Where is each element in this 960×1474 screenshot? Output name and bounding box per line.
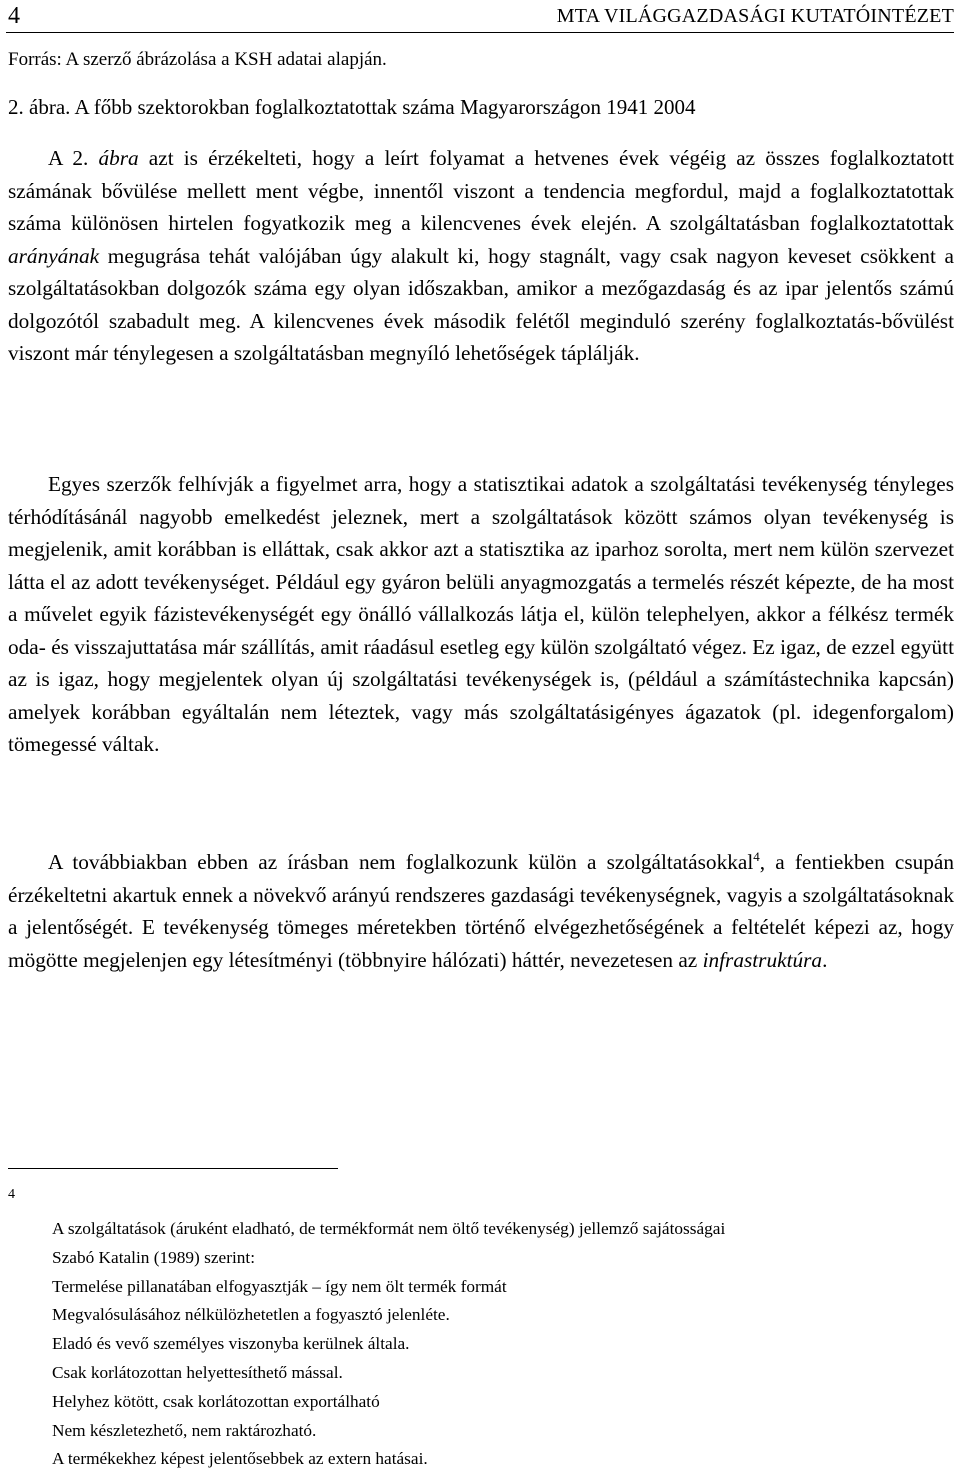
footnote-line: Nem készletezhető, nem raktározható. (52, 1420, 317, 1440)
body-paragraph-3 (8, 846, 954, 976)
footnote-text (52, 1215, 956, 1474)
footnote-line: Termelése pillanatában elfogyasztják – így nem ölt termék formát (52, 1276, 507, 1296)
footnote-line: Csak korlátozottan helyettesíthető mással. (52, 1362, 343, 1382)
footnote-separator (8, 1168, 338, 1169)
p1-emphasis-abra: ábra (98, 146, 139, 170)
footnote-line: Szabó Katalin (1989) szerint: (52, 1247, 255, 1267)
body-paragraph-1 (8, 142, 954, 370)
figure-source-line: Forrás: A szerző ábrázolása a KSH adatai alapján. (8, 49, 387, 70)
footnote-line: A termékekhez képest jelentősebbek az extern hatásai. (52, 1449, 428, 1469)
p1-lead: A 2. (48, 146, 99, 170)
footnote-marker: 4 (8, 1187, 15, 1202)
footnote-line: A szolgáltatások (áruként eladható, de termékformát nem öltő tevékenység) jellemző sajátosságai (52, 1219, 726, 1238)
p1-middle: azt is érzékelteti, hogy a leírt folyamat a hetvenes évek végéig az összes foglalkoztatott számának bővülése mellett ment végbe, innentől viszont a tendencia megfordul, majd a foglalkoztatottak száma különösen hirtelen fogyatkozik meg a kilencvenes évek elején. A szolgáltatásban foglalkoztatottak (8, 146, 954, 235)
body-paragraph-2: Egyes szerzők felhívják a figyelmet arra, hogy a statisztikai adatok a szolgáltatási tevékenység tényleges térhódításánál nagyobb emelkedést jeleznek, mert a szolgáltatások között számos olyan tevékenység is megjelenik, amit korábban is elláttak, csak akkor azt a statisztika az iparhoz sorolta, mert nem külön szervezet látta el az adott tevékenységet. Például egy gyáron belüli anyagmozgatás a termelés részét képezte, de ha most a művelet egyik fázistevékenységét egy önálló vállalkozás látja el, külön telephelyen, akkor a félkész termék oda- és visszajuttatása már szállítás, amit ráadásul esetleg egy külön szolgáltató végez. Ez igaz, de ezzel együtt az is igaz, hogy megjelentek olyan új szolgáltatási tevékenységek is, (például a számítástechnika kapcsán) amelyek korábban egyáltalán nem léteztek, vagy más szolgáltatásigényes ágazatok (pl. idegenforgalom) tömegessé váltak. (8, 472, 954, 756)
running-header-title: MTA VILÁGGAZDASÁGI KUTATÓINTÉZET (556, 5, 954, 27)
footnote-line: Megvalósulásához nélkülözhetetlen a fogyasztó jelenléte. (52, 1305, 450, 1325)
p3-emphasis-infrastruktura: infrastruktúra (702, 947, 823, 972)
figure-caption: 2. ábra. A főbb szektorokban foglalkoztatottak száma Magyarországon 1941 2004 (8, 95, 696, 119)
p3-middle: , a fentiekben csupán érzékeltetni akartuk ennek a növekvő arányú rendszeres gazdasági tevékenységnek, vagyis a szolgáltatásoknak a jelentőségét. E tevékenység tömeges méretekben történő elvégezhetőségének a feltételét képezi az, hogy mögötte megjelenjen egy létesítményi (többnyire hálózati) háttér, nevezetesen az (8, 850, 955, 972)
footnote-line: Helyhez kötött, csak korlátozottan exportálható (52, 1391, 380, 1411)
page-header (6, 0, 954, 33)
footnote-reference[interactable]: 4 (753, 848, 760, 864)
p1-emphasis-aranyanak: arányának (8, 243, 100, 268)
p1-end: megugrása tehát valójában úgy alakult ki, hogy stagnált, vagy csak nagyon keveset csökkent a szolgáltatásokban dolgozók száma egy olyan időszakban, amikor a mezőgazdaság és az ipar jelentős számú dolgozótól szabadult meg. A kilencvenes évek második felétől meginduló szerény foglalkoztatás-bővülést viszont már ténylegesen a szolgáltatásban megnyíló lehetőségek táplálják. (8, 243, 954, 365)
p3-lead: A továbbiakban ebben az írásban nem foglalkozunk külön a szolgáltatásokkal (48, 850, 754, 874)
p3-end: . (822, 947, 828, 972)
footnote-line: Eladó és vevő személyes viszonyba kerülnek általa. (52, 1334, 410, 1354)
page-number: 4 (8, 3, 20, 29)
